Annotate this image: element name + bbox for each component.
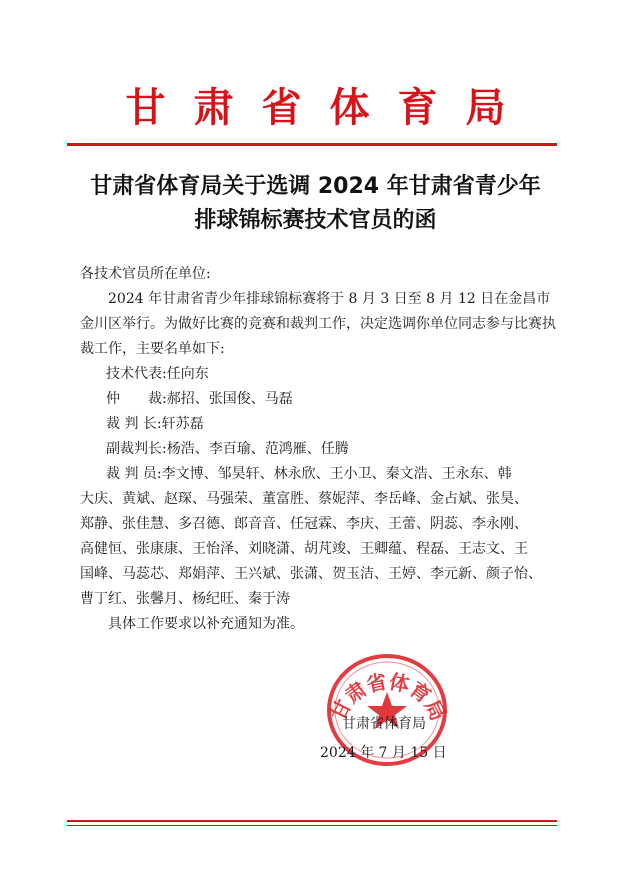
- title-line-1: 甘肃省体育局关于选调 2024 年甘肃省青少年: [90, 174, 541, 199]
- referee-list-line: 国峰、马蕊芯、郑娟萍、王兴斌、张潇、贺玉洁、王婷、李元新、颜子怡、: [80, 566, 542, 582]
- signature-block: [320, 710, 480, 768]
- header-divider: [67, 143, 557, 146]
- footer-divider-thick: [67, 820, 557, 822]
- referee-list-line: 高健恒、张康康、王怡泽、刘晓潇、胡芃竣、王卿蕴、程磊、王志文、王: [80, 541, 528, 557]
- title-line-2: 排球锦标赛技术官员的函: [194, 208, 437, 233]
- document-body: [80, 262, 562, 637]
- org-header: 甘肃省体育局: [125, 84, 534, 131]
- role-names: 任向东: [166, 366, 209, 382]
- role-label: 裁 判 长:: [106, 416, 162, 432]
- referee-list-line: 大庆、黄斌、赵琛、马强荣、董富胜、蔡妮萍、李岳峰、金占斌、张昊、: [80, 491, 528, 507]
- role-line: [80, 362, 562, 387]
- role-label: 仲 裁:: [106, 391, 167, 407]
- role-line: [80, 412, 562, 437]
- referee-list-line: 曹丁红、张馨月、杨纪旺、秦于涛: [80, 591, 290, 607]
- role-names: 李文博、邹昊轩、林永欣、王小卫、秦文浩、王永东、韩: [161, 466, 512, 482]
- role-label: 裁 判 员:: [106, 466, 162, 482]
- role-names: 杨浩、李百瑜、范鸿雁、任腾: [166, 441, 349, 457]
- signature-org: 甘肃省体育局: [342, 716, 426, 732]
- closing-line: 具体工作要求以补充通知为准。: [108, 616, 304, 632]
- seal-text-path: 甘肃省体育局: [325, 669, 451, 725]
- role-line: [80, 387, 562, 412]
- role-line: [80, 437, 562, 462]
- role-names: 轩苏磊: [161, 416, 204, 432]
- referee-list-line: 郑静、张佳慧、多召德、郎音音、任冠霖、李庆、王蕾、阴蕊、李永刚、: [80, 516, 528, 532]
- signature-date: 2024 年 7 月 15 日: [320, 745, 447, 761]
- main-paragraph: 2024 年甘肃省青少年排球锦标赛将于 8 月 3 日至 8 月 12 日在金昌市金川区举行。为做好比赛的竞赛和裁判工作，决定选调你单位同志参与比赛执裁工作，主要名单如下:: [80, 291, 556, 357]
- role-line: [80, 462, 562, 487]
- salutation: 各技术官员所在单位:: [80, 266, 211, 282]
- role-label: 技术代表:: [106, 366, 167, 382]
- document-title: [60, 170, 571, 238]
- role-names: 郝招、张国俊、马磊: [166, 391, 293, 407]
- role-label: 副裁判长:: [106, 441, 167, 457]
- footer-divider-thin: [67, 825, 557, 826]
